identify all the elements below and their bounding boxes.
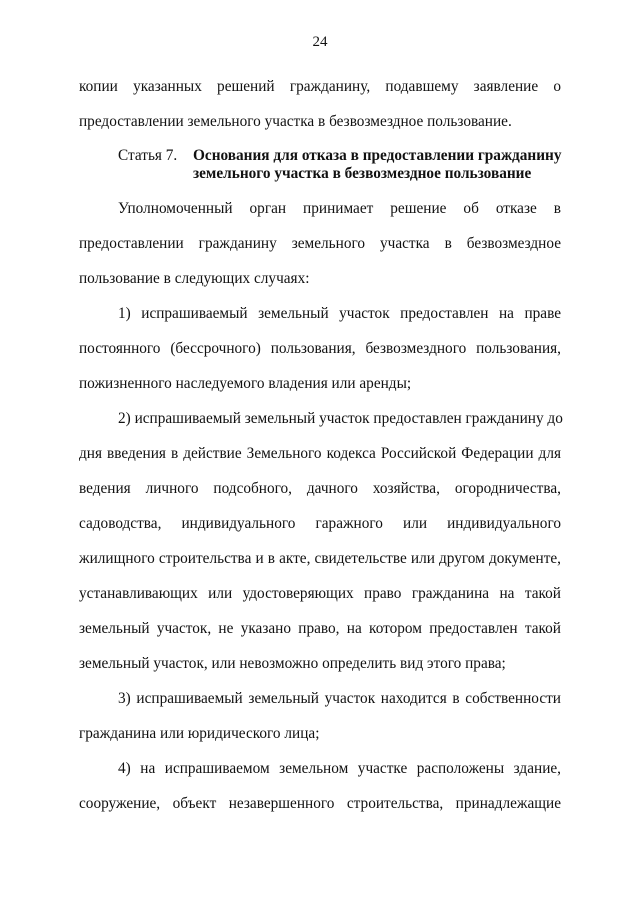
text-line: копии указанных решений гражданину, подавшему заявление о [79,78,561,95]
text-line: предоставлении земельного участка в безвозмездное пользование. [79,113,512,130]
article-title-line: Основания для отказа в предоставлении гражданину [193,147,562,164]
text-line: ведения личного подсобного, дачного хозяйства, огородничества, [79,480,561,497]
text-line: 3) испрашиваемый земельный участок находится в собственности [118,690,561,707]
text-line: 1) испрашиваемый земельный участок предоставлен на праве [118,305,561,322]
text-line: Уполномоченный орган принимает решение об отказе в [118,200,561,217]
text-line: дня введения в действие Земельного кодекса Российской Федерации для [79,445,561,462]
article-number-label: Статья 7. [118,147,178,164]
text-line: постоянного (бессрочного) пользования, безвозмездного пользования, [79,340,561,357]
text-line: пользование в следующих случаях: [79,270,310,287]
text-line: жилищного строительства и в акте, свидетельстве или другом документе, [79,550,561,567]
text-line: гражданина или юридического лица; [79,725,320,742]
article-title-line: земельного участка в безвозмездное пользование [193,165,532,182]
text-line: сооружение, объект незавершенного строительства, принадлежащие [79,795,561,812]
page-number: 24 [312,34,328,50]
text-line: земельный участок, не указано право, на котором предоставлен такой [79,620,561,637]
text-line: пожизненного наследуемого владения или аренды; [79,375,412,392]
article-number [118,147,193,165]
text-line: садоводства, индивидуального гаражного или индивидуального [79,515,561,532]
text-line: земельный участок, или невозможно определить вид этого права; [79,655,506,672]
text-line: предоставлении гражданину земельного участка в безвозмездное [79,235,561,252]
text-line: 4) на испрашиваемом земельном участке расположены здание, [118,760,561,777]
text-line: 2) испрашиваемый земельный участок предоставлен гражданину до [118,410,563,427]
text-line: устанавливающих или удостоверяющих право гражданина на такой [79,585,561,602]
